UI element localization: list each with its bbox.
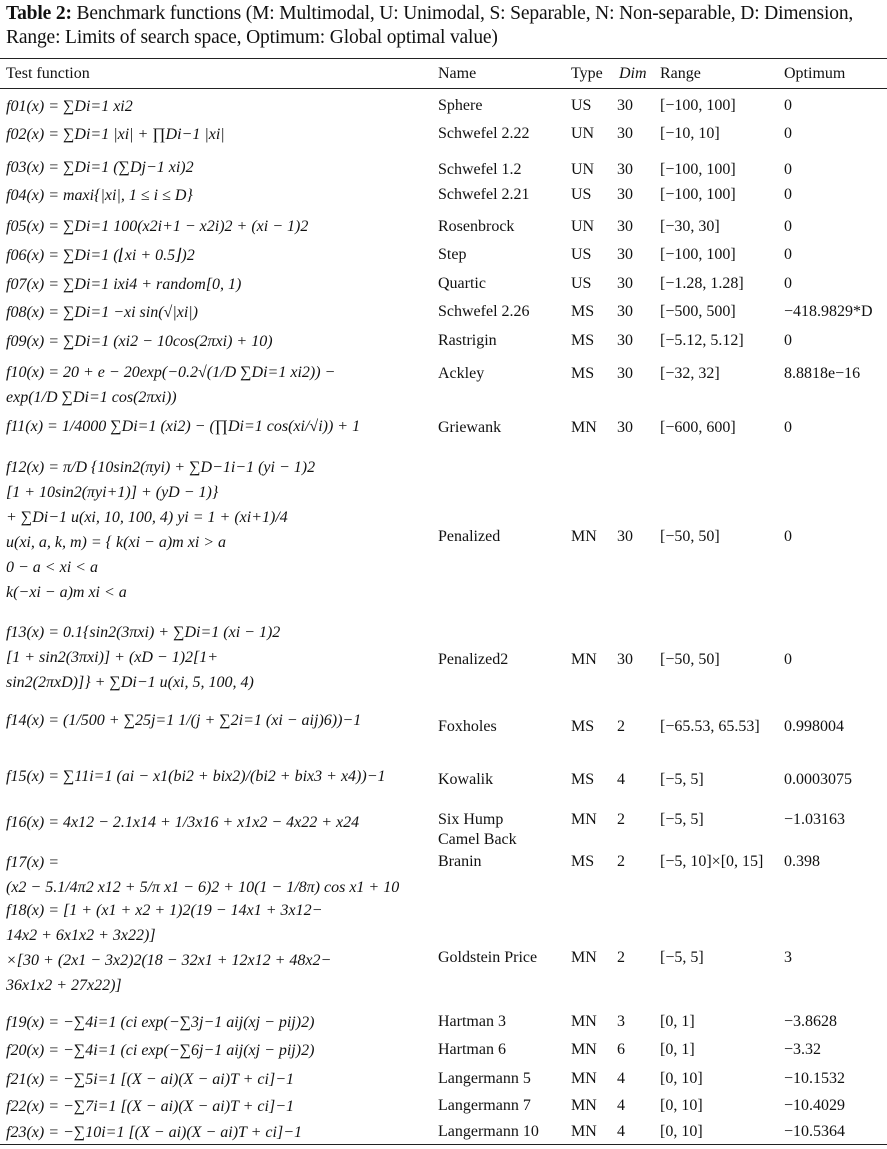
cell-dim: 30 [617,419,633,436]
cell-range: [−100, 100] [660,186,736,203]
cell-range: [−65.53, 65.53] [660,718,760,735]
cell-type: MN [571,1013,597,1030]
cell-dim: 30 [617,332,633,349]
cell-dim: 2 [617,718,625,735]
cell-range: [0, 10] [660,1070,703,1087]
cell-name: Step [438,246,467,263]
cell-name: Hartman 3 [438,1013,506,1030]
cell-name: Rosenbrock [438,218,515,235]
cell-range: [0, 10] [660,1123,703,1140]
cell-type: MN [571,419,597,436]
formula-line: f21(x) = −∑5i=1 [(X − ai)(X − ai)T + ci]−1 [6,1071,294,1088]
cell-type: MN [571,811,597,828]
cell-range: [−5, 5] [660,771,704,788]
formula-line: f12(x) = π/D {10sin2(πyi) + ∑D−1i−1 (yi − 1)2 [6,459,316,476]
test-function-formula [6,360,335,410]
cell-range: [−500, 500] [660,303,736,320]
table-caption-label: Table 2: [6,3,72,24]
cell-optimum: 0 [784,246,792,263]
cell-range: [−100, 100] [660,97,736,114]
cell-range: [−5.12, 5.12] [660,332,744,349]
cell-optimum: 0.998004 [784,718,844,735]
test-function-formula [6,414,360,439]
cell-name: Langermann 5 [438,1070,531,1087]
cell-name: Kowalik [438,771,494,788]
cell-range: [−1.28, 1.28] [660,275,744,292]
cell-dim: 30 [617,246,633,263]
cell-dim: 30 [617,528,633,545]
formula-line: [1 + 10sin2(πyi+1)] + (yD − 1)} [6,484,219,501]
cell-type: MN [571,1041,597,1058]
cell-type: US [571,275,592,292]
cell-name: Rastrigin [438,332,497,349]
formula-line: f11(x) = 1/4000 ∑Di=1 (xi2) − (∏Di=1 cos(xi/√i)) + 1 [6,418,361,435]
table-top-rule [0,58,887,59]
header-test-function: Test function [6,65,90,82]
cell-dim: 30 [617,275,633,292]
cell-optimum: 0 [784,125,792,142]
cell-dim: 4 [617,1097,625,1114]
formula-line: exp(1/D ∑Di=1 cos(2πxi)) [6,389,177,406]
test-function-formula [6,155,194,180]
cell-dim: 2 [617,853,625,870]
test-function-formula [6,1067,294,1092]
formula-line: sin2(2πxD)]} + ∑Di−1 u(xi, 5, 100, 4) [6,674,254,691]
cell-dim: 30 [617,125,633,142]
formula-line: (x2 − 5.1/4π2 x12 + 5/π x1 − 6)2 + 10(1 − 1/8π) cos x1 + 10 [6,879,400,896]
test-function-formula [6,94,133,119]
header-dim: Dim [619,65,647,82]
cell-range: [0, 1] [660,1041,695,1058]
test-function-formula [6,620,280,695]
formula-line: f22(x) = −∑7i=1 [(X − ai)(X − ai)T + ci]−1 [6,1098,294,1115]
cell-type: MN [571,651,597,668]
cell-name: Quartic [438,275,486,292]
cell-optimum: −10.4029 [784,1097,846,1114]
cell-optimum: −418.9829*D [784,303,873,320]
formula-line: f07(x) = ∑Di=1 ixi4 + random[0, 1) [6,276,242,293]
cell-type: UN [571,161,595,178]
test-function-formula [6,810,359,835]
cell-optimum: 0 [784,275,792,292]
cell-range: [−50, 50] [660,651,720,668]
formula-line: 0 − a < xi < a [6,559,98,576]
formula-line: f09(x) = ∑Di=1 (xi2 − 10cos(2πxi) + 10) [6,333,273,350]
cell-optimum: 0 [784,528,792,545]
cell-dim: 6 [617,1041,625,1058]
cell-name: Goldstein Price [438,949,538,966]
formula-line: f20(x) = −∑4i=1 (ci exp(−∑6j−1 aij(xj − pij)2) [6,1042,315,1059]
cell-name: Branin [438,853,482,870]
formula-line: f06(x) = ∑Di=1 (⌊xi + 0.5⌋)2 [6,247,195,264]
test-function-formula [6,1120,302,1145]
formula-line: u(xi, a, k, m) = { k(xi − a)m xi > a [6,534,227,551]
cell-dim: 30 [617,365,633,382]
test-function-formula [6,329,273,354]
cell-type: MN [571,1070,597,1087]
formula-line: f10(x) = 20 + e − 20exp(−0.2√(1/D ∑Di=1 xi2)) − [6,364,336,381]
cell-name: Penalized2 [438,651,509,668]
cell-name: Langermann 10 [438,1123,539,1140]
formula-line: f14(x) = (1/500 + ∑25j=1 1/(j + ∑2i=1 (xi − aij)6))−1 [6,712,362,729]
cell-type: MN [571,949,597,966]
test-function-formula [6,1010,314,1035]
cell-optimum: 0.0003075 [784,771,852,788]
cell-optimum: 3 [784,949,792,966]
header-optimum: Optimum [784,65,846,82]
cell-optimum: 0 [784,218,792,235]
cell-dim: 30 [617,218,633,235]
cell-name: Foxholes [438,718,497,735]
cell-type: US [571,97,592,114]
cell-optimum: 0 [784,651,792,668]
formula-line: k(−xi − a)m xi < a [6,584,127,601]
cell-optimum: −3.8628 [784,1013,838,1030]
formula-line: f23(x) = −∑10i=1 [(X − ai)(X − ai)T + ci]−1 [6,1124,302,1141]
formula-line: f08(x) = ∑Di=1 −xi sin(√|xi|) [6,304,198,321]
cell-type: US [571,186,592,203]
cell-type: MS [571,853,595,870]
formula-line: f19(x) = −∑4i=1 (ci exp(−∑3j−1 aij(xj − pij)2) [6,1014,315,1031]
cell-optimum: 0.398 [784,853,820,870]
cell-range: [−5, 5] [660,949,704,966]
formula-line: f13(x) = 0.1{sin2(3πxi) + ∑Di=1 (xi − 1)2 [6,624,281,641]
cell-range: [−50, 50] [660,528,720,545]
test-function-formula [6,1094,294,1119]
cell-type: MN [571,1123,597,1140]
formula-line: f15(x) = ∑11i=1 (ai − x1(bi2 + bix2)/(bi2 + bix3 + x4))−1 [6,768,386,785]
cell-dim: 2 [617,811,625,828]
formula-line: f17(x) = [6,854,59,871]
cell-type: MS [571,303,595,320]
cell-dim: 3 [617,1013,625,1030]
cell-range: [0, 10] [660,1097,703,1114]
cell-range: [−32, 32] [660,365,720,382]
cell-name: Penalized [438,528,501,545]
cell-name: Schwefel 2.21 [438,186,530,203]
cell-dim: 4 [617,771,625,788]
cell-name-line2: Camel Back [438,831,517,848]
formula-line: f03(x) = ∑Di=1 (∑Dj−1 xi)2 [6,159,194,176]
cell-name: Griewank [438,419,502,436]
test-function-formula [6,1038,314,1063]
cell-type: UN [571,125,595,142]
formula-line: f01(x) = ∑Di=1 xi2 [6,98,133,115]
test-function-formula [6,850,399,900]
cell-name: Schwefel 2.22 [438,125,530,142]
cell-optimum: 0 [784,332,792,349]
cell-optimum: 0 [784,186,792,203]
test-function-formula [6,764,386,789]
cell-dim: 4 [617,1070,625,1087]
test-function-formula [6,898,331,998]
cell-range: [−5, 10]×[0, 15] [660,853,764,870]
cell-range: [0, 1] [660,1013,695,1030]
cell-optimum: 0 [784,97,792,114]
test-function-formula [6,183,193,208]
test-function-formula [6,455,315,605]
header-type: Type [571,65,603,82]
cell-type: MN [571,528,597,545]
cell-type: MN [571,1097,597,1114]
cell-type: MS [571,771,595,788]
cell-dim: 30 [617,303,633,320]
cell-dim: 30 [617,186,633,203]
cell-dim: 30 [617,161,633,178]
cell-optimum: −1.03163 [784,811,846,828]
cell-name: Sphere [438,97,483,114]
test-function-formula [6,122,225,147]
cell-optimum: −3.32 [784,1041,822,1058]
cell-optimum: 8.8818e−16 [784,365,861,382]
cell-optimum: 0 [784,419,792,436]
cell-name: Ackley [438,365,485,382]
test-function-formula [6,214,308,239]
cell-optimum: −10.5364 [784,1123,846,1140]
cell-type: UN [571,218,595,235]
formula-line: + ∑Di−1 u(xi, 10, 100, 4) yi = 1 + (xi+1)/4 [6,509,288,526]
cell-name: Hartman 6 [438,1041,506,1058]
formula-line: 14x2 + 6x1x2 + 3x22)] [6,927,156,944]
cell-optimum: −10.1532 [784,1070,846,1087]
formula-line: [1 + sin2(3πxi)] + (xD − 1)2[1+ [6,649,219,666]
test-function-formula [6,300,198,325]
cell-type: MS [571,332,595,349]
formula-line: 36x1x2 + 27x22)] [6,977,122,994]
cell-type: MS [571,718,595,735]
test-function-formula [6,272,241,297]
formula-line: f05(x) = ∑Di=1 100(x2i+1 − x2i)2 + (xi − 1)2 [6,218,309,235]
cell-name: Schwefel 2.26 [438,303,530,320]
cell-dim: 4 [617,1123,625,1140]
test-function-formula [6,243,195,268]
formula-line: f02(x) = ∑Di=1 |xi| + ∏Di−1 |xi| [6,126,225,143]
cell-name: Schwefel 1.2 [438,161,522,178]
formula-line: f16(x) = 4x12 − 2.1x14 + 1/3x16 + x1x2 − 4x22 + x24 [6,814,360,831]
formula-line: f04(x) = maxi{|xi|, 1 ≤ i ≤ D} [6,187,193,204]
table-bottom-rule [0,1144,887,1145]
table-caption [6,2,882,50]
cell-range: [−100, 100] [660,161,736,178]
test-function-formula [6,708,361,733]
table-caption-text: Benchmark functions (M: Multimodal, U: Unimodal, S: Separable, N: Non-separable, D: Dimension, Range: Limits of search space, Optimum: Global optimal value) [6,3,854,48]
cell-range: [−100, 100] [660,246,736,263]
header-range: Range [660,65,701,82]
cell-name: Six Hump [438,811,504,828]
header-bottom-rule [0,88,887,89]
cell-type: US [571,246,592,263]
header-name: Name [438,65,477,82]
cell-dim: 30 [617,651,633,668]
cell-range: [−10, 10] [660,125,720,142]
cell-dim: 2 [617,949,625,966]
cell-name: Langermann 7 [438,1097,531,1114]
cell-range: [−30, 30] [660,218,720,235]
cell-range: [−600, 600] [660,419,736,436]
cell-optimum: 0 [784,161,792,178]
cell-range: [−5, 5] [660,811,704,828]
formula-line: ×[30 + (2x1 − 3x2)2(18 − 32x1 + 12x12 + 48x2− [6,952,332,969]
cell-type: MS [571,365,595,382]
formula-line: f18(x) = [1 + (x1 + x2 + 1)2(19 − 14x1 + 3x12− [6,902,323,919]
cell-dim: 30 [617,97,633,114]
